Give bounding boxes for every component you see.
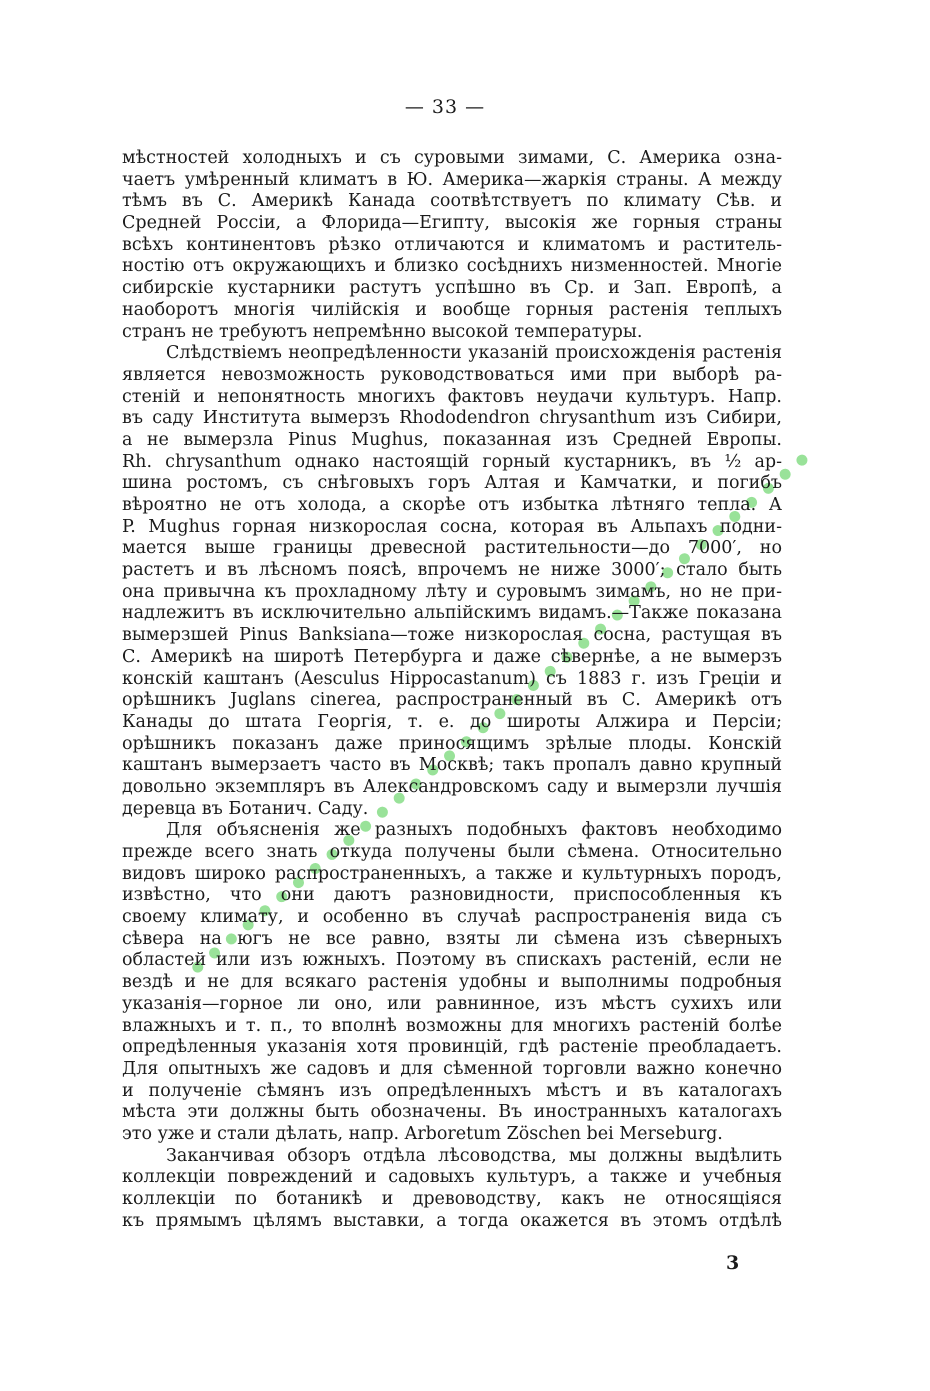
text-lines [122, 148, 782, 1232]
text-line: видовъ широко распространенныхъ, а также и культурныхъ породъ, [122, 863, 782, 884]
text-line: стеній и непонятность многихъ фактовъ неудачи культуръ. Напр. [122, 386, 782, 407]
text-line: орѣшникъ Juglans cinerea, распространенный въ С. Америкѣ отъ [122, 690, 782, 711]
text-line: коллекціи повреждений и садовыхъ культуръ, а также и учебныя [122, 1167, 782, 1188]
text-line: надлежитъ въ исключительно альпійскимъ видамъ.—Также показана [122, 603, 782, 624]
text-line: тѣмъ въ С. Америкѣ Канада соотвѣтствуетъ по климату Сѣв. и [122, 191, 782, 212]
text-line: вездѣ и не для всякаго растенія удобны и выполнимы подробныя [122, 972, 782, 993]
text-line: а не вымерзла Pinus Mughus, показанная изъ Средней Европы. [122, 429, 782, 450]
text-line: сибирскіе кустарники растутъ успѣшно въ Ср. и Зап. Европѣ, а [122, 278, 782, 299]
text-line: Слѣдствіемъ неопредѣленности указаній происхожденія растенія [166, 343, 782, 364]
text-line: всѣхъ континентовъ рѣзко отличаются и климатомъ и раститель- [122, 234, 782, 255]
text-line: извѣстно, что они даютъ разновидности, приспособленныя къ [122, 885, 782, 906]
text-line: Rh. chrysanthum однако настоящій горный кустарникъ, въ ½ ар- [122, 451, 782, 472]
text-line: каштанъ вымерзаетъ часто въ Москвѣ; такъ пропалъ давно крупный [122, 755, 782, 776]
signature-mark: 3 [726, 1252, 740, 1274]
body-text [122, 148, 782, 1232]
text-line: коллекціи по ботаникѣ и древоводству, какъ не относящіяся [122, 1189, 782, 1209]
text-line: мѣстностей холодныхъ и съ суровыми зимами, С. Америка озна- [122, 148, 782, 168]
text-line: въ саду Института вымерзъ Rhododendron chrysanthum изъ Сибири, [122, 408, 782, 429]
text-line: и полученіе сѣмянъ изъ опредѣленныхъ мѣстъ и въ каталогахъ [122, 1080, 782, 1101]
text-line: довольно экземпляръ въ Александровскомъ саду и вымерзли лучшія [122, 776, 782, 797]
text-line: областей или изъ южныхъ. Поэтому въ спискахъ растеній, если не [122, 950, 782, 971]
text-line: мѣста эти должны быть обозначены. Въ иностранныхъ каталогахъ [122, 1102, 782, 1123]
text-line: растетъ и въ лѣсномъ поясѣ, впрочемъ не ниже 3000′; стало быть [122, 560, 782, 581]
text-line: влажныхъ и т. п., то вполнѣ возможны для многихъ растеній болѣе [122, 1015, 782, 1036]
text-line: С. Америкѣ на широтѣ Петербурга и даже сѣвернѣе, а не вымерзъ [122, 646, 782, 667]
text-line: Для опытныхъ же садовъ и для сѣменной торговли важно конечно [122, 1058, 782, 1079]
text-line: деревца въ Ботанич. Саду. [122, 798, 369, 819]
text-line: это уже и стали дѣлать, напр. Arboretum Zöschen bei Merseburg. [122, 1123, 723, 1144]
text-line: прежде всего знать откуда получены были сѣмена. Относительно [122, 842, 782, 862]
text-line: наоборотъ многія чилійскія и вообще горныя растенія теплыхъ [122, 299, 782, 320]
text-line: Для объясненія же разныхъ подобныхъ фактовъ необходимо [166, 820, 782, 841]
text-line: Заканчивая обзоръ отдѣла лѣсоводства, мы должны выдѣлить [166, 1145, 782, 1166]
page-number: — 33 — [404, 96, 486, 118]
text-line: вымерзшей Pinus Banksiana—тоже низкорослая сосна, растущая въ [122, 625, 782, 646]
text-line: орѣшникъ показанъ даже приносящимъ зрѣлые плоды. Конскій [122, 733, 782, 754]
text-line: опредѣленныя указанія хотя провинцій, гдѣ растеніе преобладаетъ. [122, 1037, 782, 1058]
text-line: P. Mughus горная низкорослая сосна, которая въ Альпахъ подни- [122, 516, 782, 537]
text-line: указанія—горное ли оно, или равнинное, изъ мѣстъ сухихъ или [122, 993, 782, 1014]
text-line: сѣвера на югъ не все равно, взяты ли сѣмена изъ сѣверныхъ [122, 928, 782, 949]
text-line: странъ не требуютъ непремѣнно высокой температуры. [122, 321, 643, 342]
text-line: чаетъ умѣренный климатъ в Ю. Америка—жаркія страны. А между [122, 169, 782, 190]
text-line: вѣроятно не отъ холода, а скорѣе отъ избытка лѣтняго тепла. А [122, 495, 782, 515]
text-line: къ прямымъ цѣлямъ выставки, а тогда окажется въ этомъ отдѣлѣ [122, 1210, 782, 1231]
text-line: конскій каштанъ (Aesculus Hippocastanum) съ 1883 г. изъ Греціи и [122, 668, 782, 689]
text-line: она привычна къ прохладному лѣту и суровымъ зимамъ, но не при- [122, 581, 782, 602]
text-line: ностію отъ окружающихъ и близко сосѣднихъ низменностей. Многіе [122, 256, 782, 277]
text-line: является невозможность руководствоваться ими при выборѣ ра- [122, 364, 782, 385]
text-line: Средней Россіи, а Флорида—Египту, высокія же горныя страны [122, 213, 782, 234]
text-line: Канады до штата Георгія, т. е. до широты Алжира и Персіи; [122, 711, 782, 732]
text-line: шина ростомъ, съ снѣговыхъ горъ Алтая и Камчатки, и погибъ [122, 473, 782, 494]
text-line: мается выше границы древесной растительности—до 7000′, но [122, 538, 782, 559]
text-line: своему климату, и особенно въ случаѣ распространенія вида съ [122, 907, 782, 928]
